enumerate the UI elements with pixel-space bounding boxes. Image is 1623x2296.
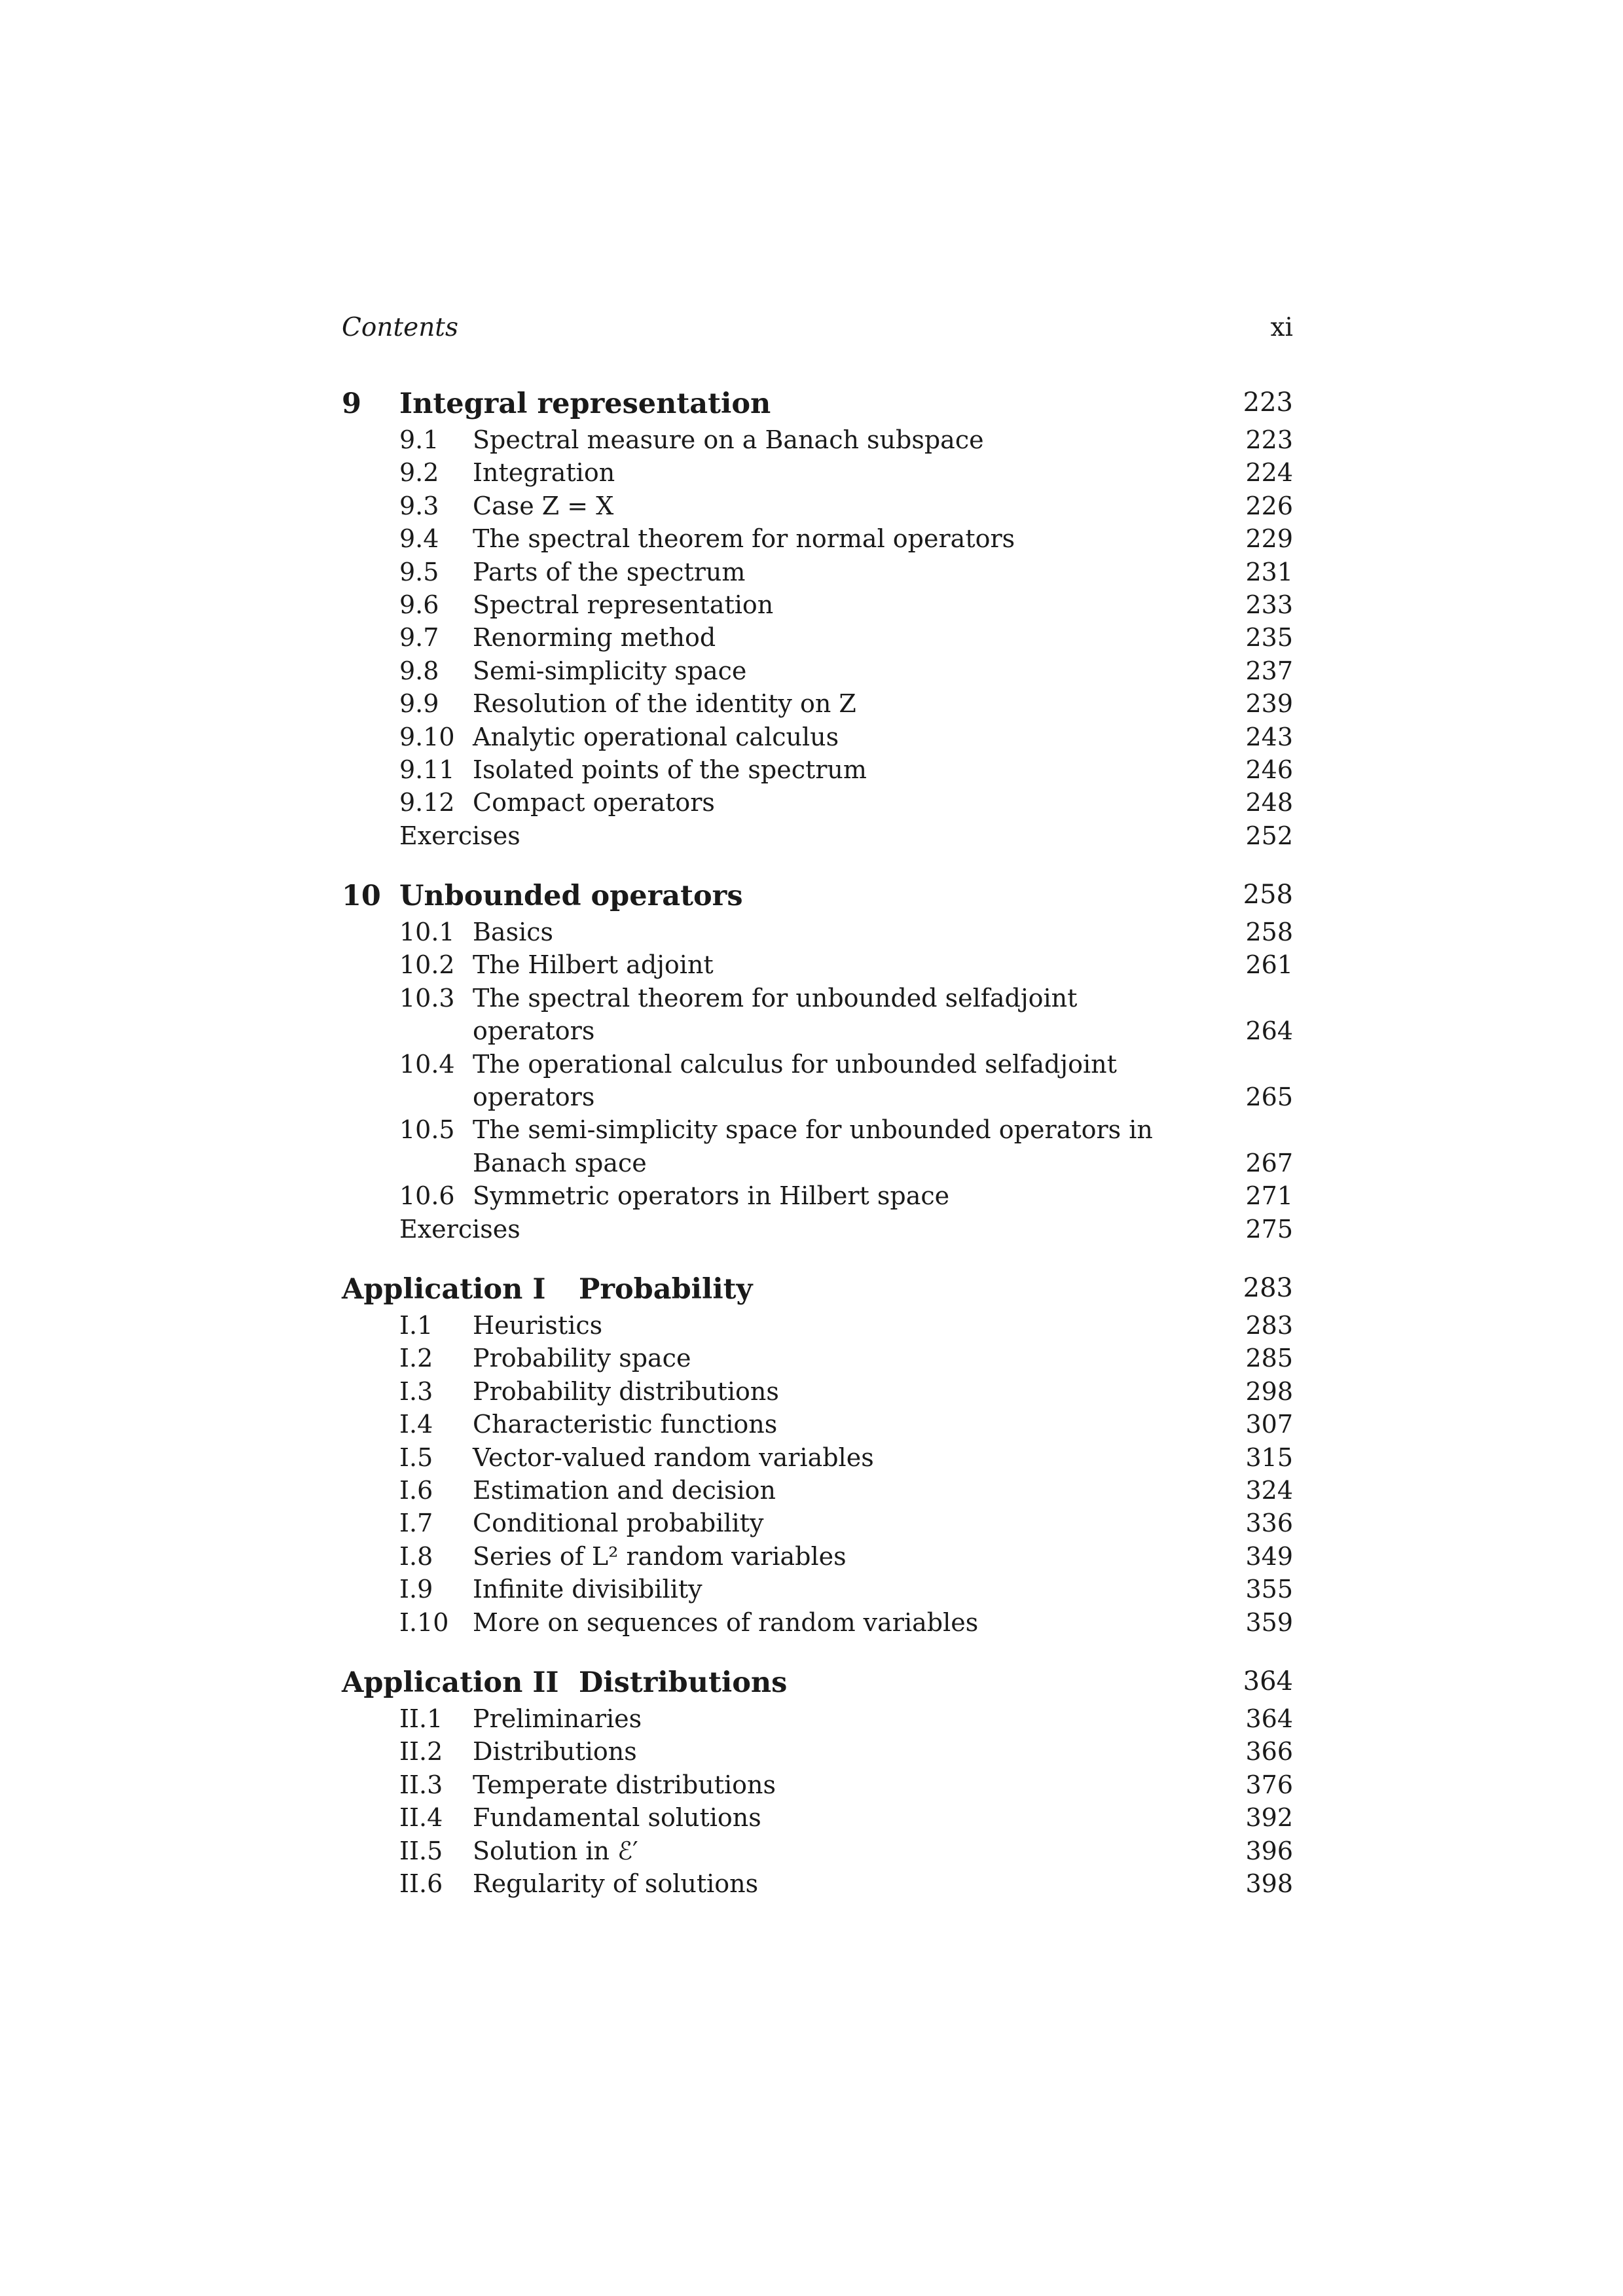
toc-entry-9-3[interactable] <box>342 490 1293 522</box>
section-title: The spectral theorem for normal operators <box>473 524 1015 554</box>
section-title: Resolution of the identity on Z <box>473 689 856 719</box>
section-page: 283 <box>1245 1311 1293 1340</box>
section-title: Preliminaries <box>473 1704 642 1733</box>
section-page: 243 <box>1245 722 1293 751</box>
application-label: Application I <box>342 1273 546 1306</box>
section-page: 392 <box>1245 1803 1293 1833</box>
toc-entry-9-10[interactable] <box>342 721 1293 753</box>
section-title: Solution in ℰ′ <box>473 1836 638 1865</box>
toc-entry-i-2[interactable] <box>342 1342 1293 1374</box>
section-page: 364 <box>1245 1704 1293 1733</box>
section-title: Semi-simplicity space <box>473 656 747 685</box>
section-page: 248 <box>1245 788 1293 817</box>
application-ii-heading[interactable] <box>342 1666 1293 1702</box>
section-title: The operational calculus for unbounded selfadjoint operators <box>473 1049 1117 1112</box>
section-title: Probability space <box>473 1344 691 1373</box>
section-page: 252 <box>1245 821 1293 850</box>
section-number: 9.8 <box>399 656 439 685</box>
section-title: The spectral theorem for unbounded selfadjoint operators <box>473 983 1078 1046</box>
toc-entry-10-3[interactable] <box>342 982 1293 1048</box>
section-number: 9.1 <box>399 425 439 454</box>
toc-entry-9-exercises[interactable] <box>342 819 1293 852</box>
section-number: 9.7 <box>399 623 439 653</box>
section-number: II.1 <box>399 1704 443 1733</box>
toc-entry-ii-1[interactable] <box>342 1702 1293 1735</box>
toc-entry-i-8[interactable] <box>342 1540 1293 1573</box>
section-number: II.6 <box>399 1869 443 1898</box>
section-page: 396 <box>1245 1836 1293 1865</box>
application-i-heading[interactable] <box>342 1273 1293 1309</box>
toc-entry-i-1[interactable] <box>342 1309 1293 1342</box>
section-title: Probability distributions <box>473 1376 779 1406</box>
section-title: Temperate distributions <box>473 1770 776 1799</box>
section-title: Case Z = X <box>473 491 614 520</box>
section-title: Fundamental solutions <box>473 1803 761 1833</box>
section-number: II.2 <box>399 1737 443 1767</box>
section-number: 9.6 <box>399 590 439 619</box>
section-page: 265 <box>1245 1083 1293 1112</box>
table-of-contents <box>342 387 1293 1900</box>
section-title: Compact operators <box>473 788 715 817</box>
section-page: 359 <box>1245 1607 1293 1637</box>
section-page: 258 <box>1245 918 1293 947</box>
chapter-title: Unbounded operators <box>399 880 743 913</box>
section-page: 229 <box>1245 524 1293 554</box>
section-title: Vector-valued random variables <box>473 1443 874 1472</box>
toc-entry-9-8[interactable] <box>342 655 1293 687</box>
section-number: I.2 <box>399 1344 433 1373</box>
chapter-number: 10 <box>342 880 381 913</box>
section-title: Distributions <box>473 1737 637 1767</box>
section-number: II.4 <box>399 1803 443 1833</box>
section-title: Symmetric operators in Hilbert space <box>473 1181 950 1211</box>
section-page: 267 <box>1245 1148 1293 1177</box>
section-number: I.5 <box>399 1443 433 1472</box>
toc-entry-i-9[interactable] <box>342 1573 1293 1605</box>
section-page: 237 <box>1245 656 1293 685</box>
section-title: Parts of the spectrum <box>473 557 746 586</box>
section-title: Infinite divisibility <box>473 1575 702 1604</box>
toc-entry-9-6[interactable] <box>342 588 1293 621</box>
section-title: Conditional probability <box>473 1509 764 1538</box>
section-page: 261 <box>1245 950 1293 980</box>
section-number: 9.5 <box>399 557 439 586</box>
exercises-title: Exercises <box>399 821 520 850</box>
toc-entry-9-7[interactable] <box>342 621 1293 654</box>
section-page: 336 <box>1245 1509 1293 1538</box>
section-title: Regularity of solutions <box>473 1869 759 1898</box>
toc-entry-9-12[interactable] <box>342 786 1293 819</box>
section-number: 9.9 <box>399 689 439 719</box>
section-title: The Hilbert adjoint <box>473 950 714 980</box>
section-number: 9.2 <box>399 458 439 488</box>
section-number: 10.4 <box>399 1049 455 1079</box>
section-page: 398 <box>1245 1869 1293 1898</box>
toc-entry-9-9[interactable] <box>342 687 1293 720</box>
toc-entry-10-4[interactable] <box>342 1048 1293 1114</box>
chapter-page: 223 <box>1243 387 1293 418</box>
toc-entry-9-5[interactable] <box>342 556 1293 588</box>
section-page: 264 <box>1245 1016 1293 1046</box>
section-title: Spectral representation <box>473 590 774 619</box>
section-number: II.3 <box>399 1770 443 1799</box>
chapter-page: 283 <box>1243 1273 1293 1304</box>
section-number: 10.2 <box>399 950 455 980</box>
section-number: I.8 <box>399 1541 433 1571</box>
chapter-9-heading[interactable] <box>342 387 1293 423</box>
section-title: Basics <box>473 918 554 947</box>
toc-entry-10-1[interactable] <box>342 916 1293 948</box>
toc-entry-10-2[interactable] <box>342 948 1293 981</box>
section-page: 271 <box>1245 1181 1293 1211</box>
section-page: 366 <box>1245 1737 1293 1767</box>
section-number: I.9 <box>399 1575 433 1604</box>
running-head <box>342 313 1293 352</box>
running-head-page-number: xi <box>1270 313 1293 342</box>
section-number: 10.6 <box>399 1181 455 1211</box>
section-title: The semi-simplicity space for unbounded operators in Banach space <box>473 1115 1153 1177</box>
application-title: Probability <box>579 1273 753 1306</box>
toc-entry-9-11[interactable] <box>342 753 1293 786</box>
section-title: Series of L² random variables <box>473 1541 847 1571</box>
running-head-title: Contents <box>342 313 458 342</box>
section-title: Characteristic functions <box>473 1410 778 1439</box>
chapter-number: 9 <box>342 387 361 420</box>
section-page: 355 <box>1245 1575 1293 1604</box>
toc-entry-9-4[interactable] <box>342 522 1293 555</box>
toc-entry-i-7[interactable] <box>342 1507 1293 1539</box>
toc-entry-10-5[interactable] <box>342 1113 1293 1179</box>
section-title: More on sequences of random variables <box>473 1607 979 1637</box>
section-number: I.7 <box>399 1509 433 1538</box>
toc-entry-ii-5[interactable] <box>342 1835 1293 1867</box>
section-page: 224 <box>1245 458 1293 488</box>
section-number: 10.3 <box>399 983 455 1013</box>
chapter-page: 364 <box>1243 1666 1293 1696</box>
section-page: 349 <box>1245 1541 1293 1571</box>
section-page: 235 <box>1245 623 1293 653</box>
toc-entry-9-1[interactable] <box>342 423 1293 456</box>
section-title: Analytic operational calculus <box>473 722 839 751</box>
section-page: 376 <box>1245 1770 1293 1799</box>
section-title: Estimation and decision <box>473 1475 776 1505</box>
section-page: 239 <box>1245 689 1293 719</box>
toc-entry-ii-6[interactable] <box>342 1867 1293 1900</box>
section-number: I.3 <box>399 1376 433 1406</box>
section-title: Renorming method <box>473 623 716 653</box>
section-page: 298 <box>1245 1376 1293 1406</box>
toc-entry-9-2[interactable] <box>342 456 1293 489</box>
section-title: Isolated points of the spectrum <box>473 755 867 784</box>
section-page: 275 <box>1245 1214 1293 1244</box>
section-title: Heuristics <box>473 1311 603 1340</box>
section-title: Integration <box>473 458 615 488</box>
toc-entry-i-4[interactable] <box>342 1408 1293 1441</box>
chapter-page: 258 <box>1243 880 1293 910</box>
section-number: 10.5 <box>399 1115 455 1145</box>
toc-entry-ii-3[interactable] <box>342 1768 1293 1801</box>
exercises-title: Exercises <box>399 1214 520 1244</box>
toc-entry-ii-4[interactable] <box>342 1801 1293 1834</box>
chapter-title: Integral representation <box>399 387 771 420</box>
section-number: I.4 <box>399 1410 433 1439</box>
section-page: 223 <box>1245 425 1293 454</box>
section-number: I.10 <box>399 1607 449 1637</box>
section-title: Spectral measure on a Banach subspace <box>473 425 984 454</box>
section-number: I.1 <box>399 1311 433 1340</box>
section-page: 315 <box>1245 1443 1293 1472</box>
section-page: 231 <box>1245 557 1293 586</box>
section-number: 9.11 <box>399 755 455 784</box>
toc-entry-i-3[interactable] <box>342 1375 1293 1408</box>
section-page: 246 <box>1245 755 1293 784</box>
section-number: I.6 <box>399 1475 433 1505</box>
toc-entry-ii-2[interactable] <box>342 1735 1293 1768</box>
section-number: 9.10 <box>399 722 455 751</box>
section-page: 324 <box>1245 1475 1293 1505</box>
section-number: 10.1 <box>399 918 455 947</box>
section-number: 9.12 <box>399 788 455 817</box>
section-page: 233 <box>1245 590 1293 619</box>
section-number: 9.3 <box>399 491 439 520</box>
application-label: Application II <box>342 1666 559 1699</box>
section-page: 285 <box>1245 1344 1293 1373</box>
application-title: Distributions <box>579 1666 788 1699</box>
section-page: 307 <box>1245 1410 1293 1439</box>
section-number: II.5 <box>399 1836 443 1865</box>
chapter-10-heading[interactable] <box>342 880 1293 916</box>
section-page: 226 <box>1245 491 1293 520</box>
section-number: 9.4 <box>399 524 439 554</box>
toc-entry-i-10[interactable] <box>342 1606 1293 1639</box>
toc-entry-i-5[interactable] <box>342 1441 1293 1474</box>
toc-entry-i-6[interactable] <box>342 1474 1293 1507</box>
toc-entry-10-6[interactable] <box>342 1179 1293 1212</box>
toc-entry-10-exercises[interactable] <box>342 1213 1293 1246</box>
